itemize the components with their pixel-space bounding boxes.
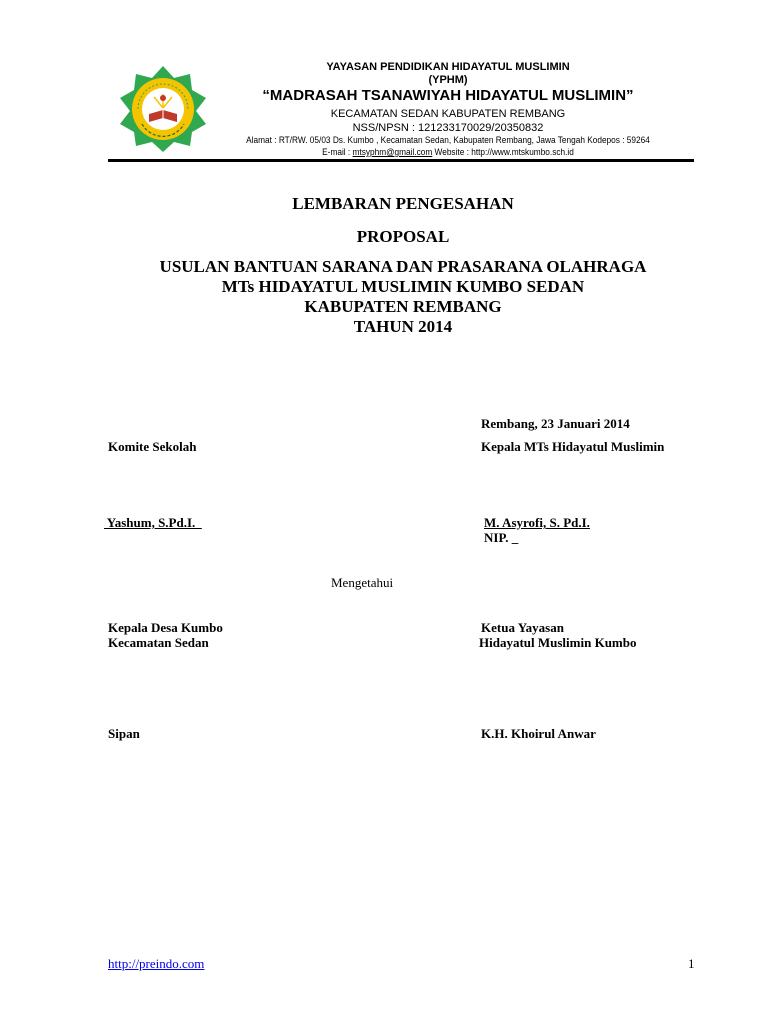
foundation-head-org: Hidayatul Muslimin Kumbo — [479, 635, 637, 650]
address: Alamat : RT/RW. 05/03 Ds. Kumbo , Kecamatan Sedan, Kabupaten Rembang, Jawa Tengah Kodepos : 59264 — [246, 135, 650, 145]
proposal-title-line-1: USULAN BANTUAN SARANA DAN PRASARANA OLAHRAGA — [159, 257, 647, 276]
village-head-name: Sipan — [108, 726, 140, 741]
school-name: “MADRASAH TSANAWIYAH HIDAYATUL MUSLIMIN” — [262, 87, 634, 104]
doc-title: PROPOSAL — [356, 227, 450, 246]
contact-line — [238, 148, 658, 157]
village-head-title: Kepala Desa Kumbo — [108, 620, 223, 635]
foundation-name: YAYASAN PENDIDIKAN HIDAYATUL MUSLIMIN — [326, 61, 570, 73]
website: Website : http://www.mtskumbo.sch.id — [432, 147, 574, 157]
village-subdistrict: Kecamatan Sedan — [108, 635, 209, 650]
header-divider — [108, 159, 694, 162]
foundation-head-name: K.H. Khoirul Anwar — [481, 726, 596, 741]
proposal-title-line-4: TAHUN 2014 — [353, 317, 453, 336]
proposal-title-line-2: MTs HIDAYATUL MUSLIMIN KUMBO SEDAN — [221, 277, 585, 296]
district: KECAMATAN SEDAN KABUPATEN REMBANG — [330, 108, 566, 120]
email-label: E-mail : — [322, 147, 353, 157]
committee-title: Komite Sekolah — [108, 439, 197, 454]
proposal-title-line-3: KABUPATEN REMBANG — [304, 297, 502, 316]
school-emblem-icon — [116, 64, 210, 152]
footer-link[interactable]: http://preindo.com — [108, 956, 205, 971]
principal-nip: NIP. _ — [484, 530, 519, 545]
acknowledge-label: Mengetahui — [331, 575, 394, 590]
sheet-title: LEMBARAN PENGESAHAN — [292, 194, 514, 213]
committee-signatory: Yashum, S.Pd.I. — [104, 515, 202, 530]
nss-number: NSS/NPSN : 121233170029/20350832 — [352, 122, 544, 134]
page-number: 1 — [688, 956, 695, 971]
foundation-abbr: (YPHM) — [428, 74, 468, 86]
principal-title: Kepala MTs Hidayatul Muslimin — [481, 439, 665, 454]
principal-signatory: M. Asyrofi, S. Pd.I. — [484, 515, 590, 530]
place-date: Rembang, 23 Januari 2014 — [481, 416, 630, 431]
email-link[interactable]: mtsyphm@gmail.com — [352, 147, 433, 157]
foundation-head-title: Ketua Yayasan — [481, 620, 564, 635]
